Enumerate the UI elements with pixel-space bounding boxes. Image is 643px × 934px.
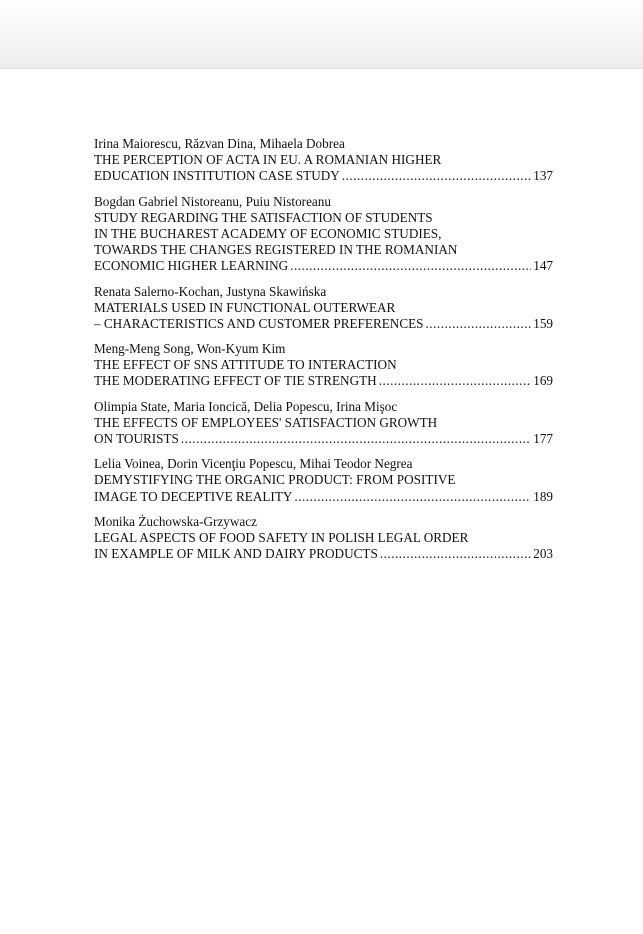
entry-last-line bbox=[94, 168, 553, 184]
entry-title-line: TOWARDS THE CHANGES REGISTERED IN THE ROMANIAN bbox=[94, 242, 458, 258]
entry-title-line: THE EFFECT OF SNS ATTITUDE TO INTERACTION bbox=[94, 357, 397, 373]
entry-title-line: ON TOURISTS bbox=[94, 431, 179, 446]
entry-title-line: EDUCATION INSTITUTION CASE STUDY bbox=[94, 168, 340, 184]
page-number[interactable]: 137 bbox=[533, 168, 553, 184]
entry-title-line: IN EXAMPLE OF MILK AND DAIRY PRODUCTS bbox=[94, 546, 378, 562]
entry-last-line bbox=[94, 316, 553, 332]
page-number[interactable]: 203 bbox=[533, 546, 553, 562]
dot-leader bbox=[342, 168, 531, 184]
entry-title-line: IN THE BUCHAREST ACADEMY OF ECONOMIC STUDIES, bbox=[94, 225, 442, 241]
entry-authors: Olimpia State, Maria Ioncică, Delia Popescu, Irina Mişoc bbox=[94, 398, 398, 414]
viewer-toolbar bbox=[0, 0, 643, 69]
entry-authors: Irina Maiorescu, Răzvan Dina, Mihaela Dobrea bbox=[94, 136, 345, 151]
entry-authors: Monika Żuchowska-Grzywacz bbox=[94, 513, 257, 529]
toc-entry[interactable] bbox=[94, 456, 553, 505]
toc-entry[interactable] bbox=[94, 341, 553, 390]
dot-leader bbox=[380, 546, 531, 562]
entry-authors: Renata Salerno-Kochan, Justyna Skawińska bbox=[94, 283, 327, 299]
page-number[interactable]: 169 bbox=[533, 373, 553, 389]
toc-entry[interactable] bbox=[94, 514, 553, 563]
dot-leader bbox=[379, 373, 532, 389]
page-number[interactable]: 189 bbox=[533, 488, 553, 504]
entry-title-line: MATERIALS USED IN FUNCTIONAL OUTERWEAR bbox=[94, 299, 396, 315]
page-number[interactable]: 159 bbox=[533, 315, 553, 331]
entry-title-line: THE PERCEPTION OF ACTA IN EU. A ROMANIAN HIGHER bbox=[94, 152, 442, 168]
dot-leader bbox=[290, 258, 531, 274]
entry-title-line: DEMYSTIFYING THE ORGANIC PRODUCT: FROM POSITIVE bbox=[94, 472, 456, 488]
dot-leader bbox=[294, 489, 531, 505]
toc-entry[interactable] bbox=[94, 284, 553, 333]
entry-last-line bbox=[94, 489, 553, 505]
entry-title-line: THE EFFECTS OF EMPLOYEES' SATISFACTION GROWTH bbox=[94, 414, 438, 430]
page-number[interactable]: 177 bbox=[533, 431, 553, 446]
table-of-contents bbox=[94, 136, 553, 571]
page-number[interactable]: 147 bbox=[533, 258, 553, 274]
entry-authors: Bogdan Gabriel Nistoreanu, Puiu Nistoreanu bbox=[94, 193, 331, 209]
dot-leader bbox=[181, 431, 531, 447]
entry-last-line bbox=[94, 431, 553, 447]
entry-title-line: – CHARACTERISTICS AND CUSTOMER PREFERENCES bbox=[94, 315, 424, 331]
entry-last-line bbox=[94, 373, 553, 389]
toc-entry[interactable] bbox=[94, 399, 553, 448]
entry-last-line bbox=[94, 258, 553, 274]
entry-title-line: STUDY REGARDING THE SATISFACTION OF STUDENTS bbox=[94, 209, 433, 225]
entry-title-line: IMAGE TO DECEPTIVE REALITY bbox=[94, 488, 293, 504]
entry-last-line bbox=[94, 546, 553, 562]
entry-title-line: ECONOMIC HIGHER LEARNING bbox=[94, 258, 289, 274]
dot-leader bbox=[426, 316, 532, 332]
toc-entry[interactable] bbox=[94, 194, 553, 275]
entry-authors: Lelia Voinea, Dorin Vicenţiu Popescu, Mihai Teodor Negrea bbox=[94, 456, 413, 472]
entry-authors: Meng-Meng Song, Won-Kyum Kim bbox=[94, 341, 286, 357]
entry-title-line: THE MODERATING EFFECT OF TIE STRENGTH bbox=[94, 373, 377, 389]
toc-entry[interactable] bbox=[94, 136, 553, 185]
entry-title-line: LEGAL ASPECTS OF FOOD SAFETY IN POLISH LEGAL ORDER bbox=[94, 529, 469, 545]
